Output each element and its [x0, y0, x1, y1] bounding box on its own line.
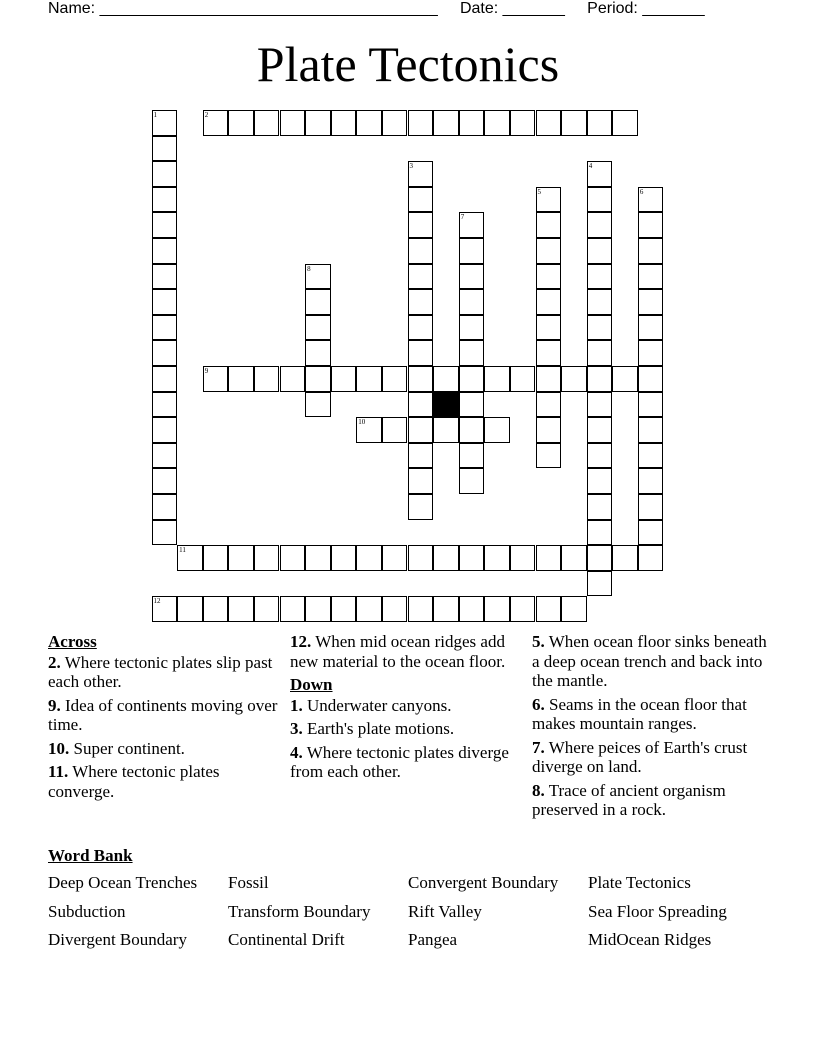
crossword-cell[interactable] [459, 212, 485, 238]
crossword-cell[interactable] [587, 520, 613, 546]
crossword-cell[interactable] [433, 596, 459, 622]
crossword-cell[interactable] [305, 392, 331, 418]
crossword-black-cell [433, 392, 459, 418]
clue-down-7: 7. Where peices of Earth's crust diverge on land. [532, 737, 748, 776]
clue-down-5: 5. When ocean floor sinks beneath a deep ocean trench and back into the mantle. [532, 632, 767, 690]
crossword-cell[interactable] [331, 110, 357, 136]
crossword-cell[interactable] [408, 545, 434, 571]
crossword-cell[interactable] [305, 264, 331, 290]
word-bank-item: Fossil [228, 873, 269, 892]
crossword-cell[interactable] [638, 443, 664, 469]
clue-down-1: 1. Underwater canyons. [290, 695, 452, 715]
crossword-cell[interactable] [305, 315, 331, 341]
crossword-cell[interactable] [408, 417, 434, 443]
cell-number: 9 [204, 367, 209, 375]
crossword-cell[interactable] [536, 238, 562, 264]
clues-column-1 [48, 632, 286, 805]
crossword-cell[interactable] [459, 443, 485, 469]
crossword-cell[interactable] [433, 110, 459, 136]
crossword-cell[interactable] [152, 494, 178, 520]
word-bank-item: Rift Valley [408, 901, 482, 921]
crossword-cell[interactable] [587, 264, 613, 290]
crossword-cell[interactable] [587, 238, 613, 264]
crossword-cell[interactable] [254, 366, 280, 392]
clues-column-3 [532, 632, 770, 824]
crossword-cell[interactable] [382, 596, 408, 622]
cell-number: 10 [358, 418, 366, 427]
crossword-cell[interactable] [536, 392, 562, 418]
cell-number: 3 [409, 162, 413, 171]
crossword-cell[interactable] [152, 417, 178, 443]
crossword-cell[interactable] [408, 443, 434, 469]
word-bank-item: Transform Boundary [228, 901, 371, 921]
crossword-cell[interactable] [152, 340, 178, 366]
crossword-cell[interactable] [484, 417, 510, 443]
crossword-cell[interactable] [254, 110, 280, 136]
cell-number: 6 [639, 187, 644, 196]
crossword-cell[interactable] [459, 417, 485, 443]
down-heading: Down [290, 675, 333, 694]
word-bank-item: Convergent Boundary [408, 873, 559, 892]
crossword-cell[interactable] [484, 545, 510, 571]
crossword-cell[interactable] [408, 468, 434, 494]
crossword-cell[interactable] [305, 289, 331, 315]
crossword-cell[interactable] [536, 417, 562, 443]
crossword-cell[interactable] [152, 161, 178, 187]
crossword-cell[interactable] [356, 417, 382, 443]
crossword-cell[interactable] [561, 110, 587, 136]
clue-down-6: 6. Seams in the ocean floor that makes mountain ranges. [532, 694, 747, 733]
crossword-cell[interactable] [510, 545, 536, 571]
crossword-cell[interactable] [152, 136, 178, 162]
crossword-cell[interactable] [408, 264, 434, 290]
clue-across-11: 11. Where tectonic plates converge. [48, 762, 220, 801]
period-field[interactable]: Period: _______ [587, 0, 705, 17]
crossword-cell[interactable] [510, 366, 536, 392]
crossword-cell[interactable] [484, 366, 510, 392]
crossword-cell[interactable] [587, 340, 613, 366]
crossword-cell[interactable] [638, 212, 664, 238]
crossword-cell[interactable] [382, 545, 408, 571]
crossword-cell[interactable] [536, 212, 562, 238]
crossword-cell[interactable] [331, 366, 357, 392]
crossword-cell[interactable] [408, 366, 434, 392]
crossword-cell[interactable] [254, 596, 280, 622]
cell-number: 11 [179, 546, 186, 555]
crossword-cell[interactable] [177, 596, 203, 622]
crossword-cell[interactable] [638, 238, 664, 264]
crossword-cell[interactable] [228, 366, 254, 392]
crossword-cell[interactable] [587, 161, 613, 187]
word-bank-item: Pangea [408, 930, 458, 949]
crossword-cell[interactable] [203, 545, 229, 571]
crossword-cell[interactable] [638, 315, 664, 341]
crossword-cell[interactable] [612, 110, 638, 136]
crossword-cell[interactable] [638, 545, 664, 571]
crossword-cell[interactable] [382, 110, 408, 136]
crossword-cell[interactable] [305, 340, 331, 366]
clues-column-2 [290, 632, 528, 786]
crossword-cell[interactable] [433, 366, 459, 392]
crossword-cell[interactable] [612, 545, 638, 571]
crossword-cell[interactable] [152, 238, 178, 264]
crossword-cell[interactable] [638, 468, 664, 494]
crossword-cell[interactable] [408, 596, 434, 622]
crossword-cell[interactable] [638, 340, 664, 366]
crossword-cell[interactable] [587, 494, 613, 520]
word-bank-item: Sea Floor Spreading [588, 901, 727, 921]
crossword-cell[interactable] [152, 596, 178, 622]
crossword-cell[interactable] [152, 110, 178, 136]
word-bank-item: Plate Tectonics [588, 873, 691, 892]
crossword-cell[interactable] [356, 596, 382, 622]
crossword-cell[interactable] [459, 340, 485, 366]
crossword-cell[interactable] [536, 596, 562, 622]
crossword-cell[interactable] [536, 545, 562, 571]
crossword-cell[interactable] [459, 315, 485, 341]
crossword-cell[interactable] [382, 366, 408, 392]
crossword-cell[interactable] [356, 110, 382, 136]
clue-across-10: 10. Super continent. [48, 738, 185, 758]
crossword-cell[interactable] [433, 417, 459, 443]
crossword-cell[interactable] [408, 392, 434, 418]
crossword-cell[interactable] [536, 110, 562, 136]
crossword-cell[interactable] [510, 596, 536, 622]
cell-number: 7 [460, 213, 465, 222]
crossword-cell[interactable] [638, 289, 664, 315]
cell-number: 2 [204, 111, 209, 119]
crossword-cell[interactable] [280, 366, 306, 392]
crossword-cell[interactable] [152, 289, 178, 315]
crossword-cell[interactable] [305, 545, 331, 571]
crossword-cell[interactable] [228, 596, 254, 622]
crossword-cell[interactable] [152, 264, 178, 290]
crossword-cell[interactable] [331, 596, 357, 622]
crossword-cell[interactable] [536, 340, 562, 366]
crossword-cell[interactable] [331, 545, 357, 571]
crossword-cell[interactable] [408, 494, 434, 520]
crossword-cell[interactable] [459, 468, 485, 494]
clue-down-8: 8. Trace of ancient organism preserved in a rock. [532, 780, 726, 819]
crossword-cell[interactable] [587, 187, 613, 213]
crossword-cell[interactable] [152, 187, 178, 213]
cell-number: 8 [307, 264, 311, 273]
crossword-cell[interactable] [561, 545, 587, 571]
crossword-cell[interactable] [638, 366, 664, 392]
crossword-cell[interactable] [152, 392, 178, 418]
crossword-cell[interactable] [459, 545, 485, 571]
crossword-cell[interactable] [280, 596, 306, 622]
crossword-cell[interactable] [408, 340, 434, 366]
word-bank-item: Deep Ocean Trenches [48, 873, 198, 892]
crossword-cell[interactable] [408, 289, 434, 315]
crossword-cell[interactable] [254, 545, 280, 571]
crossword-cell[interactable] [536, 443, 562, 469]
word-bank-title: Word Bank [48, 846, 133, 865]
word-bank-item: MidOcean Ridges [588, 930, 712, 949]
crossword-cell[interactable] [638, 520, 664, 546]
crossword-cell[interactable] [536, 187, 562, 213]
crossword-cell[interactable] [408, 212, 434, 238]
crossword-cell[interactable] [408, 315, 434, 341]
cell-number: 4 [588, 162, 593, 171]
crossword-cell[interactable] [536, 315, 562, 341]
crossword-cell[interactable] [459, 596, 485, 622]
crossword-cell[interactable] [356, 545, 382, 571]
crossword-cell[interactable] [587, 315, 613, 341]
crossword-cell[interactable] [536, 366, 562, 392]
crossword-cell[interactable] [638, 187, 664, 213]
crossword-cell[interactable] [408, 161, 434, 187]
crossword-cell[interactable] [408, 187, 434, 213]
crossword-cell[interactable] [203, 596, 229, 622]
crossword-cell[interactable] [459, 264, 485, 290]
crossword-cell[interactable] [459, 238, 485, 264]
crossword-cell[interactable] [382, 417, 408, 443]
crossword-cell[interactable] [152, 212, 178, 238]
worksheet-title: Plate Tectonics [256, 36, 560, 92]
crossword-cell[interactable] [587, 392, 613, 418]
crossword-cell[interactable] [612, 366, 638, 392]
crossword-cell[interactable] [459, 110, 485, 136]
crossword-cell[interactable] [408, 110, 434, 136]
crossword-cell[interactable] [305, 596, 331, 622]
clue-down-3: 3. Earth's plate motions. [290, 719, 455, 738]
across-heading: Across [48, 632, 97, 651]
cell-number: 1 [153, 111, 157, 119]
cell-number: 12 [153, 597, 161, 606]
cell-number: 5 [537, 187, 541, 196]
crossword-cell[interactable] [536, 264, 562, 290]
crossword-cell[interactable] [484, 596, 510, 622]
crossword-cell[interactable] [408, 238, 434, 264]
crossword-cell[interactable] [459, 392, 485, 418]
date-field[interactable]: Date: _______ [459, 0, 565, 17]
crossword-cell[interactable] [356, 366, 382, 392]
crossword-cell[interactable] [587, 443, 613, 469]
crossword-cell[interactable] [561, 596, 587, 622]
crossword-cell[interactable] [152, 443, 178, 469]
clue-across-2: 2. Where tectonic plates slip past each other. [48, 652, 273, 691]
word-bank [48, 873, 768, 950]
name-field[interactable]: Name: ______________________________________ [48, 0, 438, 17]
crossword-cell[interactable] [561, 366, 587, 392]
crossword-cell[interactable] [484, 110, 510, 136]
crossword-cell[interactable] [177, 545, 203, 571]
crossword-cell[interactable] [587, 417, 613, 443]
crossword-cell[interactable] [638, 264, 664, 290]
clue-down-4: 4. Where tectonic plates diverge from each other. [290, 742, 509, 781]
crossword-cell[interactable] [305, 110, 331, 136]
crossword-cell[interactable] [203, 366, 229, 392]
crossword-cell[interactable] [305, 366, 331, 392]
crossword-cell[interactable] [587, 545, 613, 571]
word-bank-item: Continental Drift [228, 930, 345, 949]
word-bank-item: Divergent Boundary [48, 930, 187, 949]
crossword-cell[interactable] [203, 110, 229, 136]
crossword-cell[interactable] [587, 212, 613, 238]
crossword-cell[interactable] [433, 545, 459, 571]
word-bank-item: Subduction [48, 901, 126, 921]
crossword-cell[interactable] [638, 417, 664, 443]
crossword-cell[interactable] [152, 520, 178, 546]
crossword-cell[interactable] [587, 366, 613, 392]
crossword-cell[interactable] [638, 392, 664, 418]
crossword-cell[interactable] [280, 545, 306, 571]
crossword-cell[interactable] [587, 110, 613, 136]
name-date-period-line [48, 0, 705, 18]
crossword-cell[interactable] [587, 571, 613, 597]
crossword-cell[interactable] [459, 366, 485, 392]
crossword-cell[interactable] [459, 289, 485, 315]
crossword-cell[interactable] [152, 366, 178, 392]
crossword-cell[interactable] [587, 468, 613, 494]
clue-across-12: 12. When mid ocean ridges add new material to the ocean floor. [290, 632, 506, 671]
crossword-cell[interactable] [280, 110, 306, 136]
crossword-cell[interactable] [228, 545, 254, 571]
crossword-cell[interactable] [152, 315, 178, 341]
crossword-cell[interactable] [228, 110, 254, 136]
crossword-cell[interactable] [152, 468, 178, 494]
crossword-cell[interactable] [587, 289, 613, 315]
crossword-cell[interactable] [510, 110, 536, 136]
clue-across-9: 9. Idea of continents moving over time. [48, 695, 278, 734]
crossword-cell[interactable] [638, 494, 664, 520]
crossword-cell[interactable] [536, 289, 562, 315]
